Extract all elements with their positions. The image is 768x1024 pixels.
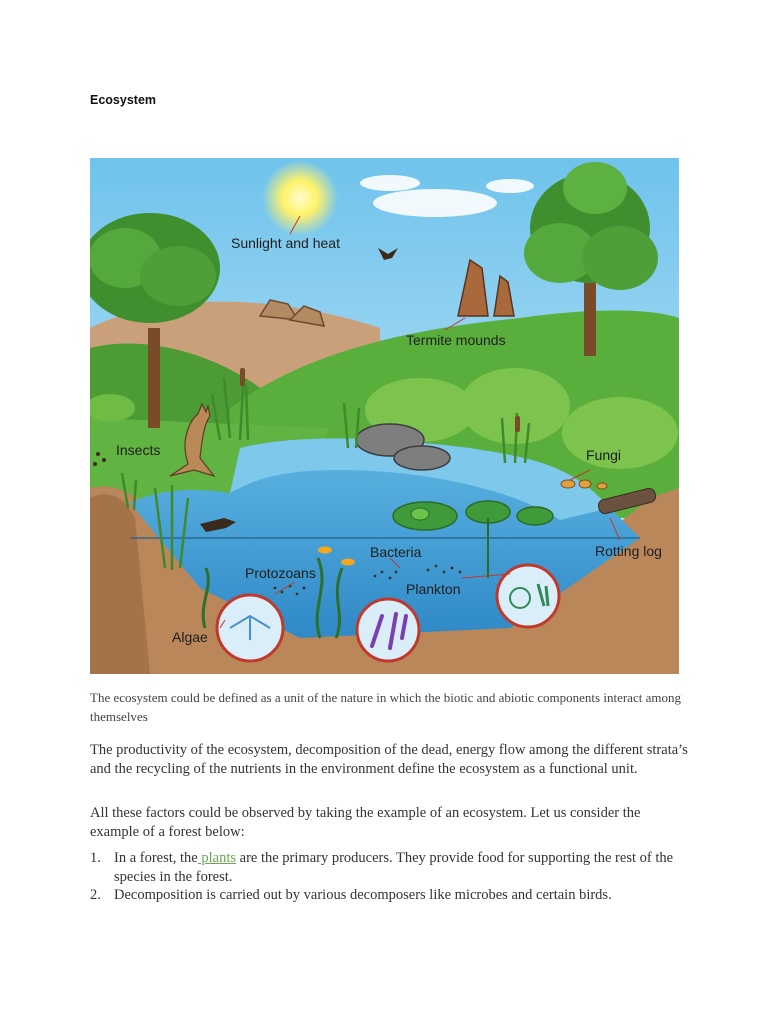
list-text-before-link: In a forest, the — [114, 850, 198, 866]
label-fungi: Fungi — [586, 447, 622, 463]
list-item — [90, 886, 690, 905]
sun — [262, 160, 338, 236]
paragraph-productivity: The productivity of the ecosystem, decomposition of the dead, energy flow among the different strata’s and the recycling of the nutrients in the environment define the ecosystem as a functional unit. — [90, 742, 688, 777]
list-text: Decomposition is carried out by various decomposers like microbes and certain birds. — [114, 887, 612, 903]
label-rotting-log: Rotting log — [595, 543, 662, 559]
ecosystem-illustration — [90, 158, 679, 674]
cattail-head-right — [515, 416, 520, 432]
cattail-head — [240, 368, 245, 386]
page-title: Ecosystem — [90, 93, 157, 107]
label-bacteria: Bacteria — [370, 544, 422, 560]
label-algae: Algae — [172, 629, 208, 645]
label-insects: Insects — [116, 442, 161, 458]
fish — [318, 547, 332, 554]
magnifier-bacteria — [357, 599, 419, 661]
list-text-after-link: are the primary producers. They provide food for supporting the rest of the species in the forest. — [114, 850, 674, 885]
plants-link[interactable]: plants — [197, 850, 237, 866]
forest-example-list — [90, 849, 690, 905]
magnifier-algae — [217, 595, 283, 661]
paragraph-example-intro: All these factors could be observed by taking the example of an ecosystem. Let us consider the example of a forest below: — [90, 805, 641, 840]
list-item — [90, 849, 690, 886]
label-termite-mounds: Termite mounds — [406, 332, 506, 348]
frog — [411, 508, 429, 520]
label-plankton: Plankton — [406, 581, 461, 597]
label-protozoans: Protozoans — [245, 565, 316, 581]
figure-caption: The ecosystem could be defined as a unit of the nature in which the biotic and abiotic components interact among themselves — [90, 690, 681, 724]
list-number: 1. — [90, 850, 101, 866]
list-number: 2. — [90, 887, 101, 903]
fish — [341, 559, 355, 566]
label-sunlight: Sunlight and heat — [231, 235, 340, 251]
